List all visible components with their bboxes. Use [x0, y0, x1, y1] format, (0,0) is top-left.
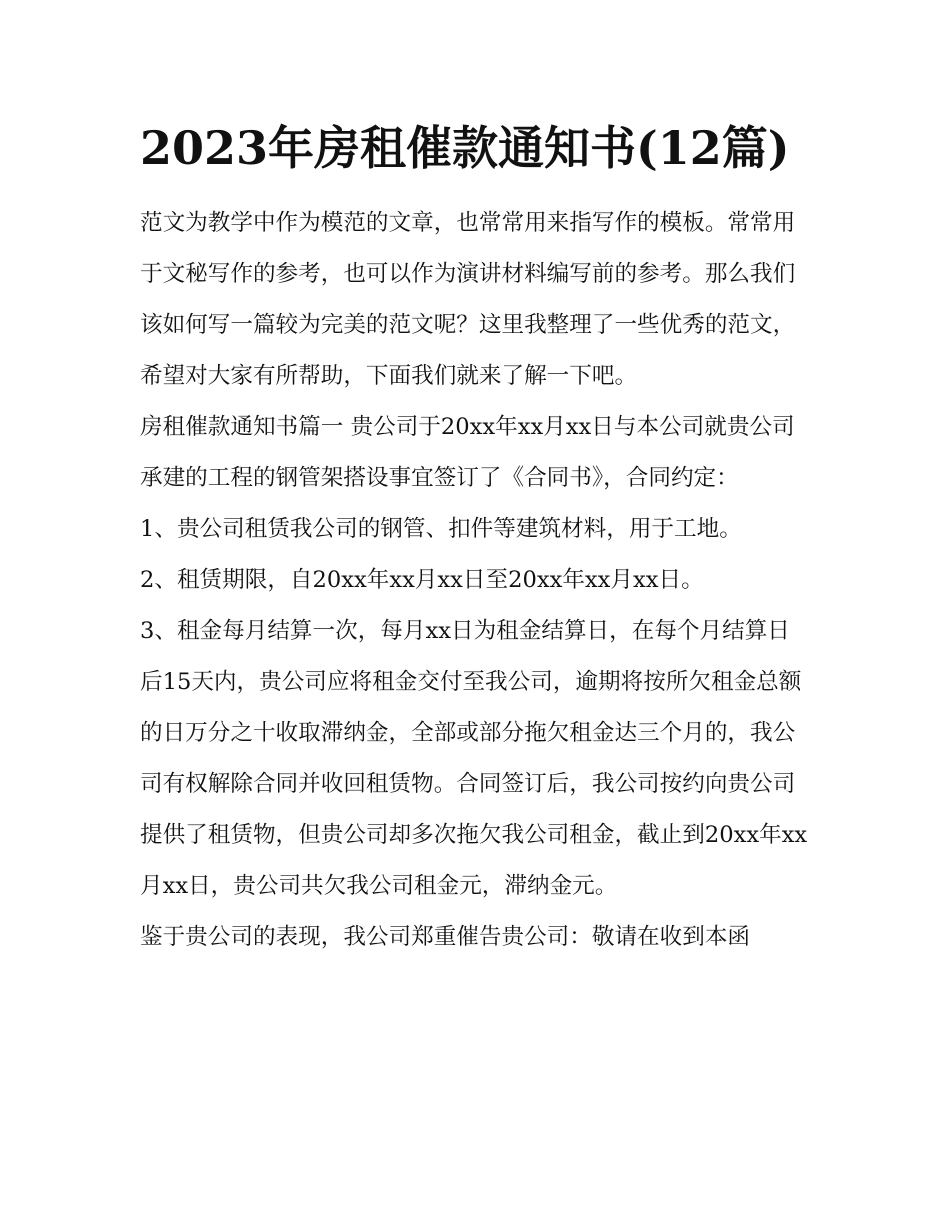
- document-title: 2023年房租催款通知书(12篇): [140, 121, 790, 175]
- paragraph-demand: 鉴于贵公司的表现，我公司郑重催告贵公司：敬请在收到本函: [140, 924, 751, 950]
- paragraph-item-2: 2、租赁期限，自20xx年xx月xx日至20xx年xx月xx日。: [140, 567, 704, 593]
- paragraph-item-1: 1、贵公司租赁我公司的钢管、扣件等建筑材料，用于工地。: [140, 516, 742, 542]
- paragraph-intro: 范文为教学中作为模范的文章，也常常用来指写作的模板。常常用于文秘写作的参考，也可以作为演讲材料编写前的参考。那么我们该如何写一篇较为完美的范文呢？这里我整理了一些优秀的范文，希望对大家有所帮助，下面我们就来了解一下吧。: [140, 210, 796, 389]
- document-body: [140, 198, 812, 963]
- paragraph-item-3: 3、租金每月结算一次，每月xx日为租金结算日，在每个月结算日后15天内，贵公司应将租金交付至我公司，逾期将按所欠租金总额的日万分之十收取滞纳金，全部或部分拖欠租金达三个月的，我公司有权解除合同并收回租赁物。合同签订后，我公司按约向贵公司提供了租赁物，但贵公司却多次拖欠我公司租金，截止到20xx年xx月xx日，贵公司共欠我公司租金元，滞纳金元。: [140, 618, 808, 899]
- paragraph-notice-one: 房租催款通知书篇一 贵公司于20xx年xx月xx日与本公司就贵公司承建的工程的钢管架搭设事宜签订了《合同书》，合同约定：: [140, 414, 795, 491]
